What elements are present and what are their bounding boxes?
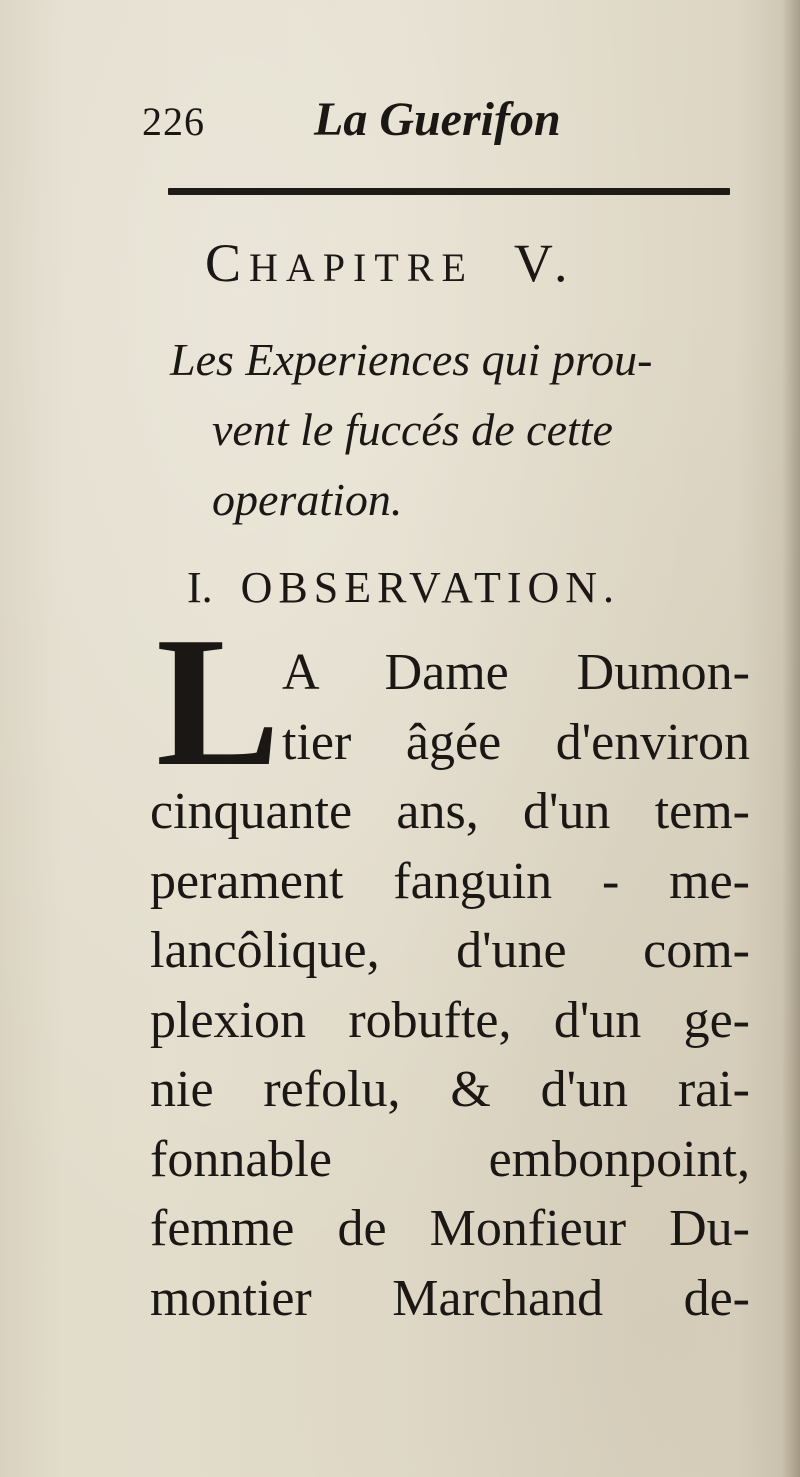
body-line: nie refolu, & d'un rai- [150, 1061, 750, 1118]
body-line: cinquante ans, d'un tem- [150, 783, 750, 840]
section-title: OBSERVATION. [240, 563, 621, 612]
body-line: tier âgée d'environ [282, 713, 750, 771]
body-line: femme de Monfieur Du- [150, 1200, 750, 1257]
subtitle-line: Les Experiences qui prou- [170, 334, 653, 385]
chapter-subtitle [170, 325, 770, 535]
running-head [118, 92, 718, 162]
chapter-heading [205, 232, 575, 294]
body-line: montier Marchand de- [150, 1269, 750, 1327]
chapter-heading-word: HAPITRE [249, 245, 474, 290]
drop-cap: L [156, 599, 281, 805]
body-line: plexion robufte, d'un ge- [150, 991, 750, 1049]
page-number: 226 [142, 99, 205, 144]
body-line: fonnable embonpoint, [150, 1130, 750, 1188]
body-line: perament fanguin - me- [150, 852, 750, 910]
page-edge-shadow [782, 0, 800, 1477]
running-title: La Guerifon [314, 93, 561, 146]
chapter-number: V. [513, 233, 576, 293]
subtitle-line: vent le fuccés de cette [212, 404, 613, 455]
body-text [150, 638, 750, 1333]
subtitle-line: operation. [212, 474, 403, 525]
section-number: I. [187, 563, 213, 612]
chapter-heading-initial: C [205, 233, 250, 293]
body-line: A Dame Dumon- [282, 644, 750, 701]
header-rule [168, 188, 730, 195]
body-line: lancôlique, d'une com- [150, 922, 750, 979]
